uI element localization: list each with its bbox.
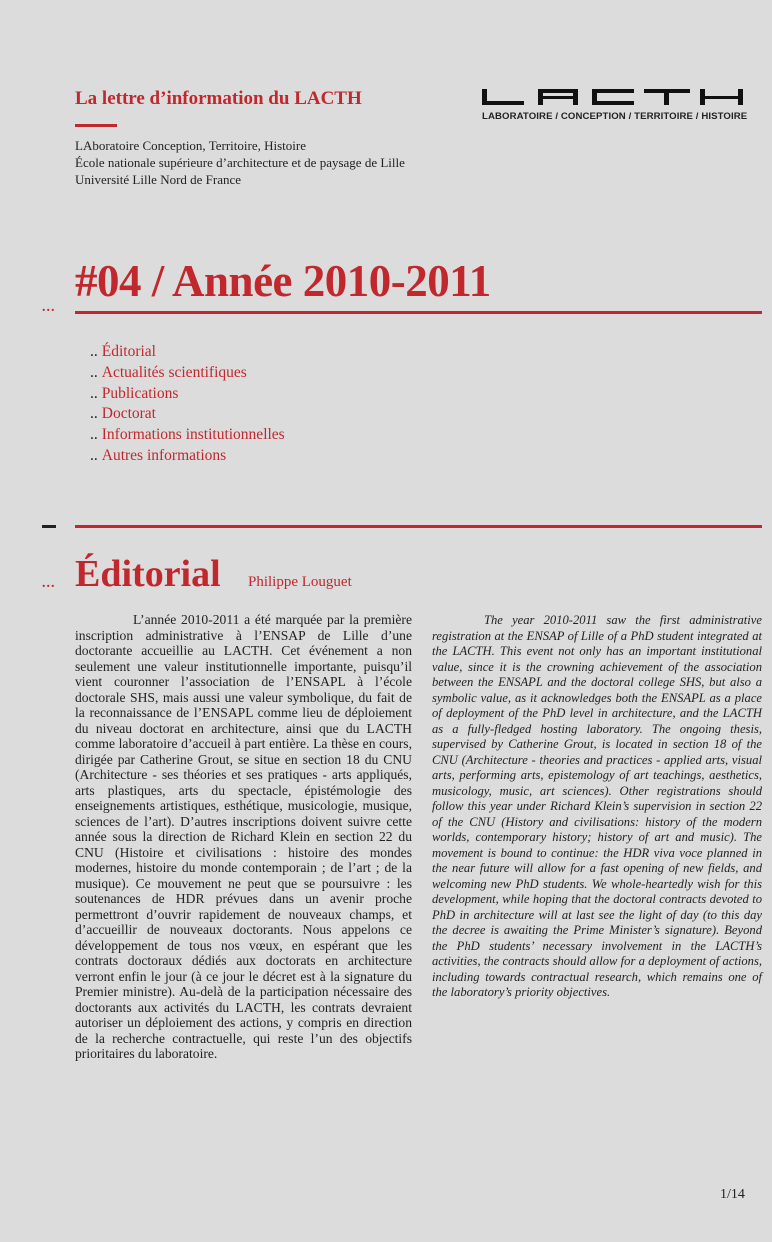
logo-tagline: LABORATOIRE / CONCEPTION / TERRITOIRE / HISTOIRE xyxy=(482,111,748,122)
toc-link-autres-informations[interactable]: Autres informations xyxy=(101,446,227,464)
toc-link-actualites[interactable]: Actualités scientifiques xyxy=(101,363,247,381)
toc-link-doctorat[interactable]: Doctorat xyxy=(101,405,156,423)
editorial-text-en: The year 2010-2011 saw the first administrative registration at the ENSAP of Lille of a PhD student integrated at the LACTH. This event not only has an important institutional value, since it is the crowning achievement of the association between the ENSAPL and the doctoral college SHS, but also a symbolic value, as it acknowledges both the ENSAPL as a place of deployment of the PhD level in architecture, and the LACTH as a fully-fledged hosting laboratory. The ongoing thesis, supervised by Catherine Grout, is located in section 18 of the CNU (Architecture - theories and practices - applied arts, visual arts, performing arts, epistemology of art teachings, aesthetics, musicology, music, art sciences). Other registrations should follow this year under Richard Klein’s supervision in section 22 of the CNU (History and civilisations: history of the modern worlds, contemporary history; history of art and music). The movement is bound to continue: the HDR viva voce planned in the near future will allow for a fast opening of new fields, and welcoming new PhD students. We whole-heartedly wish for this development, while hoping that the doctoral contracts devoted to PhD in architecture will at last see the light of day (to this day the decree is awaiting the Prime Minister’s signature). Beyond the PhD students’ necessary involvement in the LACTH’s activities, the contracts should allow for a deployment of actions, including towards contractual research, which remains one of the laboratory’s priority objectives. xyxy=(432,613,762,999)
editorial-title: Éditorial xyxy=(75,553,221,595)
issue-title: #04 / Année 2010-2011 xyxy=(75,256,491,306)
toc-link-publications[interactable]: Publications xyxy=(101,384,179,402)
toc-link-informations-institutionnelles[interactable]: Informations institutionnelles xyxy=(101,426,285,444)
issue-rule xyxy=(75,311,762,314)
toc-link-editorial[interactable]: Éditorial xyxy=(101,343,156,360)
issue-marker: ... xyxy=(42,300,56,315)
editorial-author: Philippe Louguet xyxy=(248,574,352,590)
section-dash xyxy=(42,525,56,528)
section-rule xyxy=(75,525,762,528)
title-underline xyxy=(75,124,117,127)
affiliation-school: École nationale supérieure d’architecture et de paysage de Lille xyxy=(75,155,405,170)
affiliation-lab: LAboratoire Conception, Territoire, Histoire xyxy=(75,138,306,153)
toc-item-publications[interactable]: .. Publications xyxy=(90,384,179,402)
editorial-marker: ... xyxy=(42,576,56,591)
table-of-contents xyxy=(90,342,285,467)
affiliation-university: Université Lille Nord de France xyxy=(75,172,242,187)
page-number: 1/14 xyxy=(720,1187,745,1202)
editorial-text-fr: L’année 2010-2011 a été marquée par la première inscription administrative à l’ENSAP de Lille d’une doctorante accueillie au LACTH. Cet événement a non seulement une valeur institutionnelle importante, puisqu’il vient couronner l’association de l’ENSAPL à l’école doctorale SHS, mais aussi une valeur symbolique, du fait de la reconnaissance de l’ENSAPL comme lieu de déploiement du niveau doctorat en architecture, ainsi que du LACTH comme laboratoire d’accueil à part entière. La thèse en cours, dirigée par Catherine Grout, se situe en section 18 du CNU (Architecture - ses théories et ses pratiques - arts appliqués, arts plastiques, arts du spectacle, épistémologie des enseignements artistiques, esthétique, musicologie, musique, sciences de l’art). D’autres inscriptions doivent suivre cette année sous la direction de Richard Klein en section 22 du CNU (Histoire et civilisations : histoire des mondes modernes, histoire du monde contemporain ; de l’art ; de la musique). Ce mouvement ne peut que se poursuivre : les soutenances de HDR prévues dans un avenir proche permettront d’ouvrir rapidement de nouveaux champs, et d’accueillir de nouveaux doctorants. Nous appelons ce développement de tous nos vœux, en espérant que les contrats doctoraux dédiés aux doctorats en architecture verront enfin le jour (à ce jour le décret est à la signature du Premier ministre). Au-delà de la participation nécessaire des doctorants aux activités du LACTH, les contrats devraient autoriser un déploiement des actions, y compris en direction de la recherche contractuelle, qui reste l’un des objectifs prioritaires du laboratoire. xyxy=(75,612,412,1061)
toc-item-autres-informations[interactable]: .. Autres informations xyxy=(90,446,227,464)
toc-item-doctorat[interactable]: .. Doctorat xyxy=(90,405,156,423)
newsletter-title: La lettre d’information du LACTH xyxy=(75,88,362,109)
toc-item-informations-institutionnelles[interactable]: .. Informations institutionnelles xyxy=(90,426,285,444)
toc-item-editorial[interactable]: .. Éditorial xyxy=(90,343,156,360)
toc-item-actualites[interactable]: .. Actualités scientifiques xyxy=(90,363,247,381)
affiliation-block xyxy=(75,137,405,188)
